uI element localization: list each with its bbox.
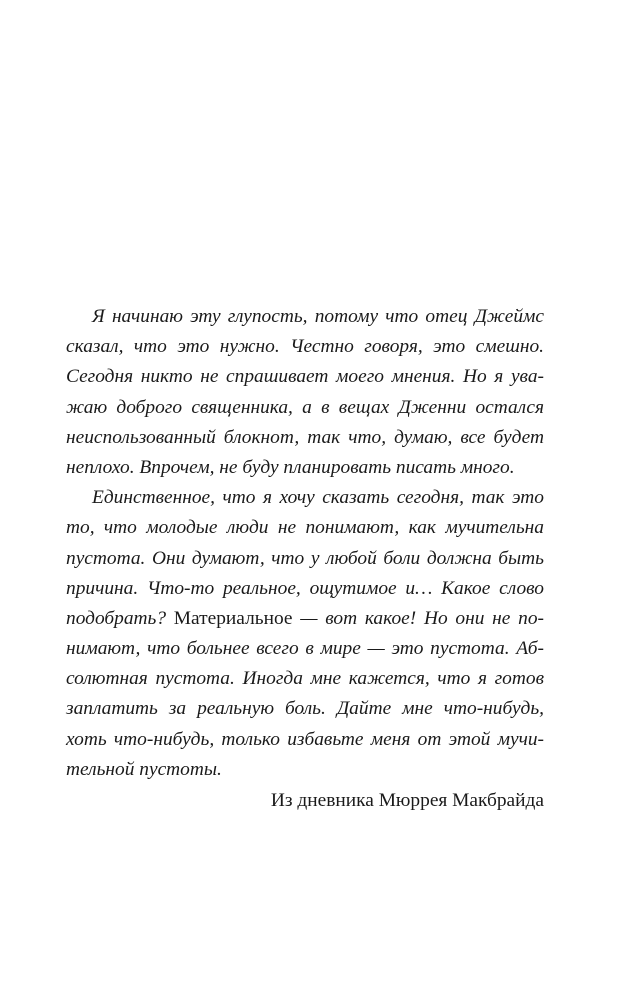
epigraph-line-mixed	[66, 604, 544, 634]
epigraph-line: пустота. Они думают, что у любой боли должна быть	[66, 547, 544, 569]
epigraph-line: жаю доброго священника, а в вещах Дженни остался	[66, 396, 544, 418]
epigraph	[66, 302, 544, 816]
epigraph-line: неиспользованный блокнот, так что, думаю, все будет	[66, 426, 544, 448]
epigraph-attribution: Из дневника Мюррея Макбрайда	[270, 790, 544, 811]
epigraph-line: солютная пустота. Иногда мне кажется, что я готов	[66, 668, 544, 690]
epigraph-line: неплохо. Впрочем, не буду планировать писать много.	[66, 456, 515, 478]
epigraph-line: заплатить за реальную боль. Дайте мне что-нибудь,	[66, 698, 544, 720]
epigraph-line: Единственное, что я хочу сказать сегодня, так это	[92, 487, 544, 509]
epigraph-line: Сегодня никто не спрашивает моего мнения. Но я ува-	[66, 366, 544, 388]
epigraph-text-roman: Материальное	[173, 607, 293, 629]
epigraph-line: хоть что-нибудь, только избавьте меня от этой мучи-	[66, 728, 544, 750]
epigraph-line: Я начинаю эту глупость, потому что отец Джеймс	[92, 306, 544, 327]
epigraph-text-italic: — вот какое! Но они не по-	[292, 607, 544, 629]
epigraph-line: тельной пустоты.	[66, 758, 222, 780]
epigraph-line: сказал, что это нужно. Честно говоря, это смешно.	[66, 336, 544, 358]
epigraph-line: причина. Что-то реальное, ощутимое и… Какое слово	[66, 577, 544, 599]
epigraph-line: то, что молодые люди не понимают, как мучительна	[66, 517, 544, 539]
epigraph-line: нимают, что больнее всего в мире — это пустота. Аб-	[66, 638, 544, 660]
epigraph-text-italic: подобрать?	[66, 607, 174, 629]
